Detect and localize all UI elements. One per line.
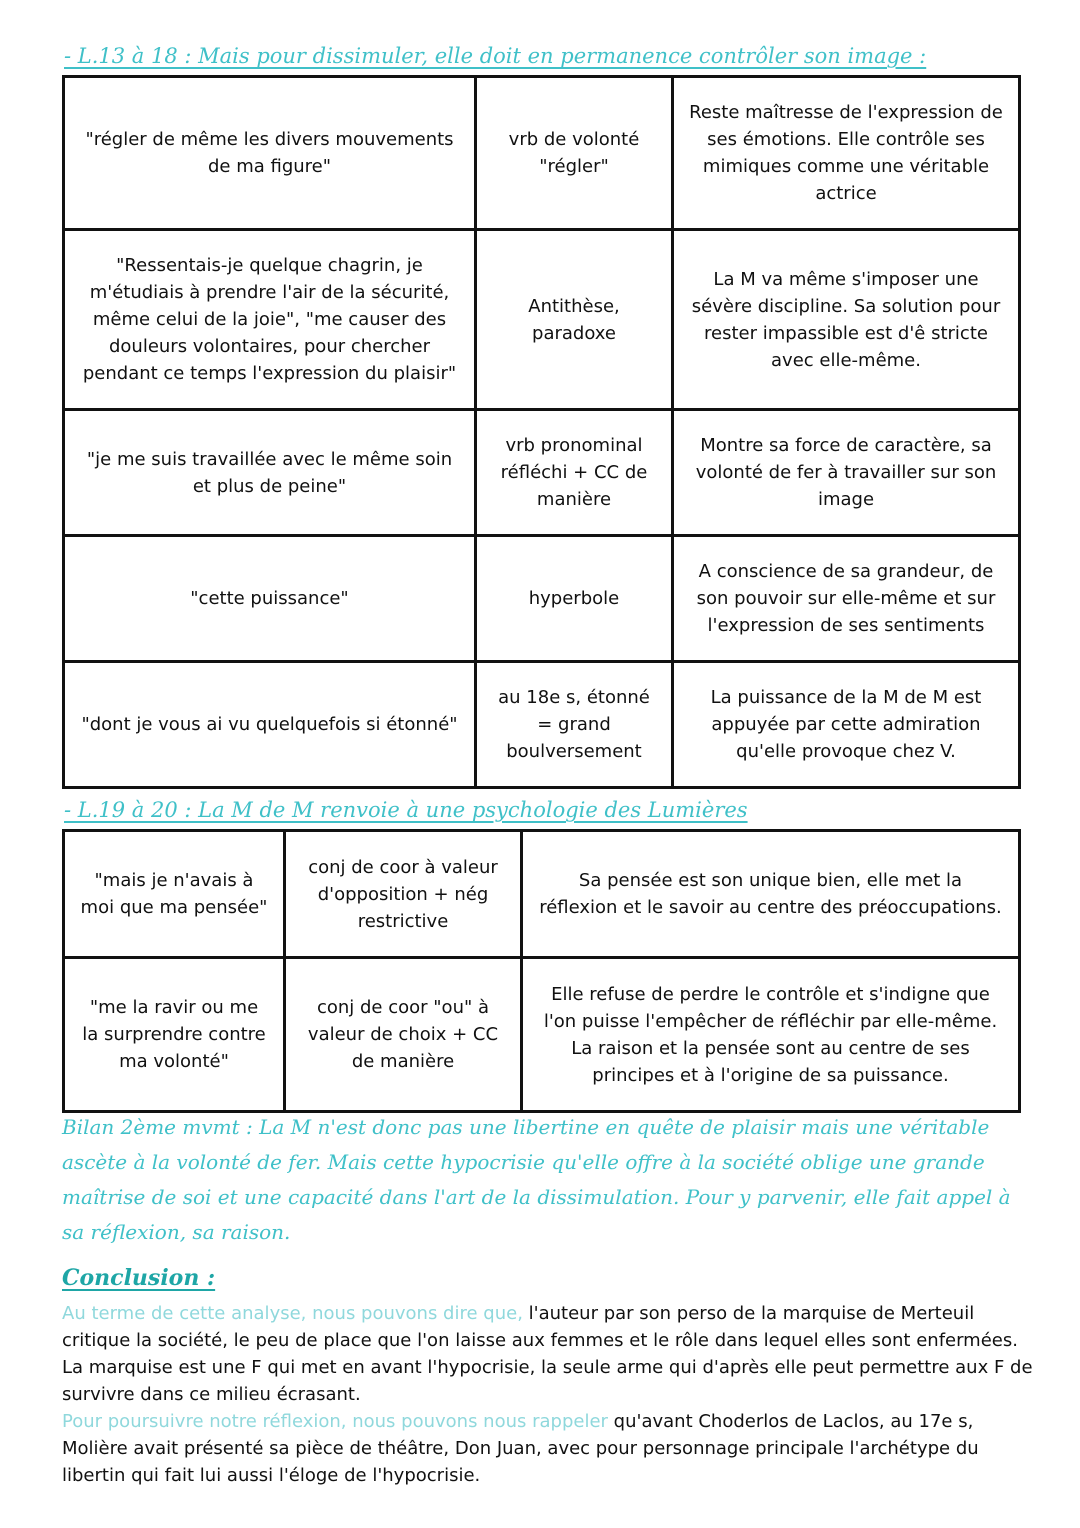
analysis-cell: Reste maîtresse de l'expression de ses émotions. Elle contrôle ses mimiques comme une véritable actrice — [673, 77, 1020, 230]
conclusion-title: Conclusion : — [62, 1265, 216, 1291]
analysis-table-2 — [62, 829, 1021, 1113]
analysis-cell: La puissance de la M de M est appuyée par cette admiration qu'elle provoque chez V. — [673, 662, 1020, 788]
device-cell: au 18e s, étonné = grand boulversement — [476, 662, 673, 788]
conclusion-paragraph-1 — [62, 1300, 1042, 1408]
quote-cell: "cette puissance" — [64, 536, 476, 662]
quote-cell: "dont je vous ai vu quelquefois si étonné" — [64, 662, 476, 788]
quote-cell: "je me suis travaillée avec le même soin et plus de peine" — [64, 410, 476, 536]
table-row — [64, 77, 1020, 230]
quote-cell: "régler de même les divers mouvements de ma figure" — [64, 77, 476, 230]
conclusion-body-2: qu'avant Choderlos de Laclos, au 17e s, Molière avait présenté sa pièce de théâtre, Don Juan, avec pour personnage principale l'archétype du libertin qui fait lui aussi l'éloge de l'hypocrisie. — [62, 1411, 979, 1486]
analysis-table-1 — [62, 75, 1021, 789]
device-cell: conj de coor à valeur d'opposition + nég restrictive — [285, 831, 522, 958]
device-cell: vrb de volonté "régler" — [476, 77, 673, 230]
analysis-cell: Sa pensée est son unique bien, elle met la réflexion et le savoir au centre des préoccupations. — [522, 831, 1020, 958]
device-cell: Antithèse, paradoxe — [476, 230, 673, 410]
table-row — [64, 230, 1020, 410]
section1-heading: - L.13 à 18 : Mais pour dissimuler, elle doit en permanence contrôler son image : — [64, 44, 927, 68]
section2-heading: - L.19 à 20 : La M de M renvoie à une psychologie des Lumières — [64, 798, 748, 822]
analysis-cell: La M va même s'imposer une sévère discipline. Sa solution pour rester impassible est d'ê stricte avec elle-même. — [673, 230, 1020, 410]
conclusion-lead-1: Au terme de cette analyse, nous pouvons dire que, — [62, 1303, 523, 1324]
quote-cell: "Ressentais-je quelque chagrin, je m'étudiais à prendre l'air de la sécurité, même celui de la joie", "me causer des douleurs volontaires, pour chercher pendant ce temps l'expression du plaisir" — [64, 230, 476, 410]
quote-cell: "me la ravir ou me la surprendre contre ma volonté" — [64, 958, 285, 1112]
table-row — [64, 536, 1020, 662]
conclusion-lead-2: Pour poursuivre notre réflexion, nous pouvons nous rappeler — [62, 1411, 608, 1432]
analysis-cell: A conscience de sa grandeur, de son pouvoir sur elle-même et sur l'expression de ses sentiments — [673, 536, 1020, 662]
table-row — [64, 958, 1020, 1112]
conclusion-paragraph-2 — [62, 1408, 1042, 1489]
device-cell: hyperbole — [476, 536, 673, 662]
device-cell: conj de coor "ou" à valeur de choix + CC de manière — [285, 958, 522, 1112]
table-row — [64, 662, 1020, 788]
analysis-cell: Elle refuse de perdre le contrôle et s'indigne que l'on puisse l'empêcher de réfléchir par elle-même. La raison et la pensée sont au centre de ses principes et à l'origine de sa puissance. — [522, 958, 1020, 1112]
table-row — [64, 410, 1020, 536]
conclusion-body-1: l'auteur par son perso de la marquise de Merteuil critique la société, le peu de place que l'on laisse aux femmes et le rôle dans lequel elles sont enfermées. La marquise est une F qui met en avant l'hypocrisie, la seule arme qui d'après elle peut permettre aux F de survivre dans ce milieu écrasant. — [62, 1303, 1033, 1405]
bilan-paragraph: Bilan 2ème mvmt : La M n'est donc pas une libertine en quête de plaisir mais une véritable ascète à la volonté de fer. Mais cette hypocrisie qu'elle offre à la société oblige une grande maîtrise de soi et une capacité dans l'art de la dissimulation. Pour y parvenir, elle fait appel à sa réflexion, sa raison. — [62, 1115, 1011, 1244]
device-cell: vrb pronominal réfléchi + CC de manière — [476, 410, 673, 536]
analysis-cell: Montre sa force de caractère, sa volonté de fer à travailler sur son image — [673, 410, 1020, 536]
quote-cell: "mais je n'avais à moi que ma pensée" — [64, 831, 285, 958]
table-row — [64, 831, 1020, 958]
